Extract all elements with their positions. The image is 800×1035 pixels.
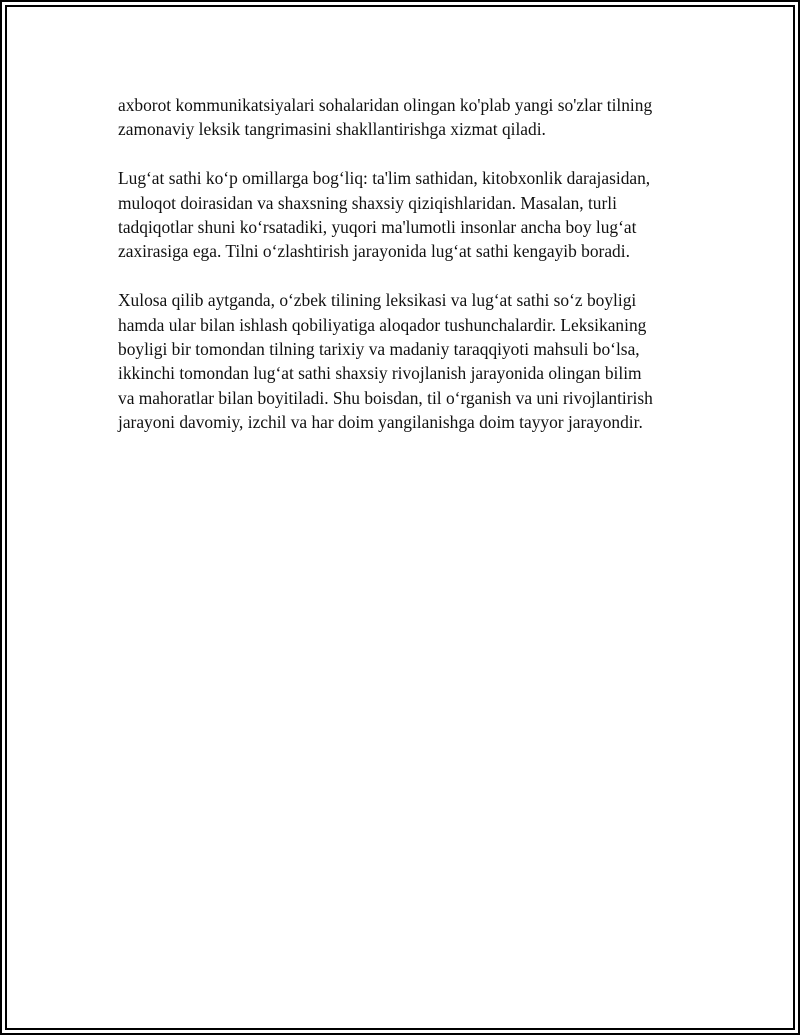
document-body — [118, 93, 718, 459]
text-line: zamonaviy leksik tangrimasini shakllantirishga xizmat qiladi. — [118, 119, 546, 140]
text-line: hamda ular bilan ishlash qobiliyatiga aloqador tushunchalardir. Leksikaning — [118, 314, 647, 335]
text-line: Lug‘at sathi ko‘p omillarga bog‘liq: ta'lim sathidan, kitobxonlik darajasidan, — [118, 168, 651, 189]
text-line: zaxirasiga ega. Tilni o‘zlashtirish jarayonida lug‘at sathi kengayib boradi. — [118, 241, 630, 262]
paragraph-1 — [118, 93, 718, 142]
paragraph-3 — [118, 288, 718, 434]
text-line: jarayoni davomiy, izchil va har doim yangilanishga doim tayyor jarayondir. — [118, 412, 643, 433]
paragraph-2 — [118, 166, 718, 264]
text-line: muloqot doirasidan va shaxsning shaxsiy qiziqishlaridan. Masalan, turli — [118, 192, 617, 213]
text-line: axborot kommunikatsiyalari sohalaridan olingan ko'plab yangi so'zlar tilning — [118, 95, 653, 115]
text-line: boyligi bir tomondan tilning tarixiy va madaniy taraqqiyoti mahsuli bo‘lsa, — [118, 339, 640, 360]
text-line: va mahoratlar bilan boyitiladi. Shu boisdan, til o‘rganish va uni rivojlantirish — [118, 387, 653, 408]
text-line: ikkinchi tomondan lug‘at sathi shaxsiy rivojlanish jarayonida olingan bilim — [118, 363, 642, 384]
text-line: tadqiqotlar shuni ko‘rsatadiki, yuqori ma'lumotli insonlar ancha boy lug‘at — [118, 217, 637, 238]
text-line: Xulosa qilib aytganda, o‘zbek tilining leksikasi va lug‘at sathi so‘z boyligi — [118, 290, 637, 311]
